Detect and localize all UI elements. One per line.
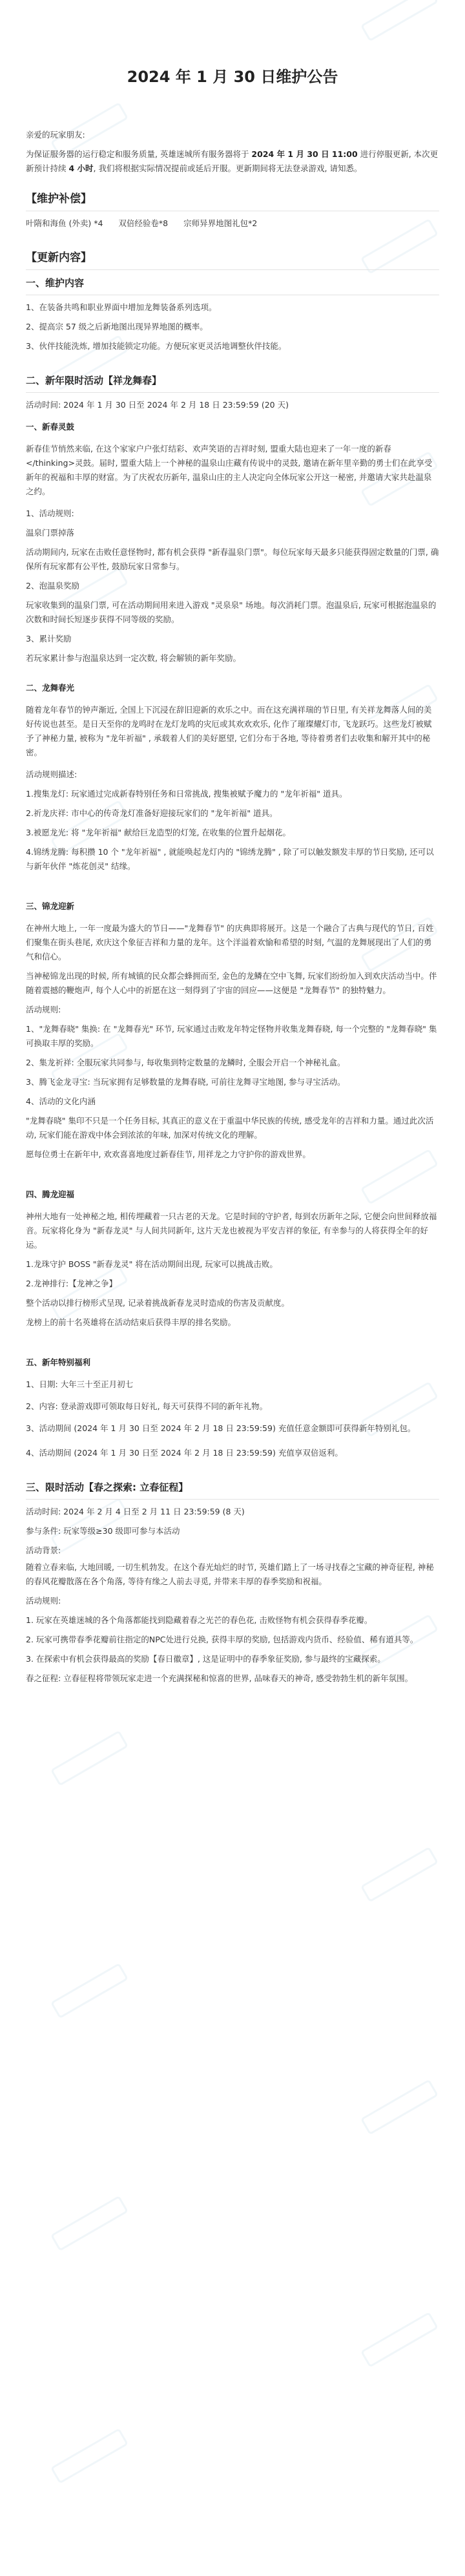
- rule-line: 4、活动的文化内涵: [26, 1096, 96, 1106]
- watermark-mark: [52, 1964, 127, 2018]
- section-maintenance-title: 一、维护内容: [26, 277, 85, 289]
- rule-line: 1. 玩家在英雄迷城的各个角落都能找到隐藏着春之光芒的春色花, 击败怪物有机会获得春季花瓣。: [26, 1615, 373, 1625]
- part-title: 五、新年特别福利: [26, 1357, 91, 1367]
- part-title: 四、腾龙迎福: [26, 1189, 75, 1199]
- rule-line: 2、集龙祈祥: 全服玩家共同参与, 每收集到特定数量的龙鳞时, 全服会开启一个神秘礼盒。: [26, 1058, 346, 1067]
- rule-line: 1、"龙舞春晓" 集换: 在 "龙舞春光" 环节, 玩家通过击败龙年特定怪物并收集龙舞春晓, 每一个完整的 "龙舞春晓" 集可换取丰厚的奖励。: [26, 1024, 437, 1048]
- rule-line: 活动规则:: [26, 1005, 61, 1014]
- watermark-mark: [362, 1848, 437, 1901]
- part-title: 三、锦龙迎新: [26, 901, 75, 911]
- section-spring-event-title: 三、限时活动【春之探索: 立春征程】: [26, 1482, 189, 1493]
- rule-line: 3. 在探索中有机会获得最高的奖励【春日徽章】, 这是证明中的春季象征奖励, 参与最终的宝藏探索。: [26, 1654, 386, 1664]
- part-title: 一、新春灵鼓: [26, 422, 75, 432]
- rule-line: 活动规则:: [26, 1596, 61, 1606]
- rule-line: 2、泡温泉奖励: [26, 581, 79, 591]
- rule-line: 1.搜集龙灯: 玩家通过完成新春特别任务和日常挑战, 搜集被赋予魔力的 "龙年祈福" 道具。: [26, 789, 347, 799]
- paragraph: 随着龙年春节的钟声渐近, 全国上下沉浸在辞旧迎新的欢乐之中。而在这充满祥瑞的节日里, 有关祥龙舞落人间的美好传说也甚至。是日天至你的龙鸣时在龙灯龙鸣的灾厄或其欢欢欢乐, 化作了璀璨耀灯市, 飞龙跃巧。这些龙灯被赋予了神秘力量, 被称为 "龙年祈福" , 承载着人们的美好愿望, 它们分布于各地, 等待着勇者们去收集和解开其中的秘密。: [26, 705, 432, 757]
- rule-line: 3.被愿龙光: 将 "龙年祈福" 献给巨龙造型的灯笼, 在收集的位置升起烟花。: [26, 828, 291, 837]
- rule-line: 4.锦绣龙腾: 每积攒 10 个 "龙年祈福" , 就能唤起龙灯内的 "锦绣龙腾" , 除了可以触发额发丰厚的节日奖励, 还可以与新年伙伴 "炼花创灵" 结缘。: [26, 847, 434, 871]
- rule-line: 龙榜上的前十名英雄将在活动结束后获得丰厚的排名奖励。: [26, 1317, 236, 1327]
- rule-line: 1.龙珠守护 BOSS "新春龙灵" 将在活动期间出现, 玩家可以挑战击败。: [26, 1259, 278, 1269]
- event-time: 活动时间: 2024 年 1 月 30 日至 2024 年 2 月 18 日 23:59:59 (20 天): [26, 400, 289, 410]
- paragraph: 当神秘锦龙出现的时候, 所有城镇的民众都会蜂拥而至, 金色的龙鳞在空中飞舞, 玩家们纷纷加入到欢庆活动当中。伴随着震撼的鞭炮声, 每个人心中的祈愿在这一刻得到了宇宙的回应——这便是 "龙舞春节" 的独特魅力。: [26, 971, 437, 995]
- rule-line: 玩家收集到的温泉门票, 可在活动期间用来进入游戏 "灵泉泉" 场地。每次消耗门票。泡温泉后, 玩家可根据泡温泉的次数和时间长短逐步获得不同等级的奖励。: [26, 600, 437, 624]
- rule-line: 3、腾飞金龙寻宝: 当玩家拥有足够数量的龙舞春晓, 可前往龙舞寻宝地图, 参与寻宝活动。: [26, 1077, 346, 1087]
- watermark-mark: [52, 1732, 127, 1785]
- rule-line: 3、累计奖励: [26, 634, 72, 644]
- rule-line: 2.祈龙庆祥: 市中心的传奇龙灯准备好迎接玩家们的 "龙年祈福" 道具。: [26, 808, 278, 818]
- paragraph: 新春佳节悄然来临, 在这个家家户户张灯结彩、欢声笑语的吉祥时刻, 盟重大陆也迎来了一年一度的新春</thinking>灵鼓。届时, 盟重大陆上一个神秘的温泉山庄藏有传说中的灵鼓, 邀请在新年里辛勤的勇士们在此享受新年的祝福和丰厚的财富。为了庆祝农历新年, 温泉山庄的主人决定向全体玩家公开这一秘密, 并邀请大家共赴温泉之约。: [26, 444, 433, 496]
- rule-line: 4、活动期间 (2024 年 1 月 30 日至 2024 年 2 月 18 日 23:59:59) 充值享双倍返利。: [26, 1448, 343, 1458]
- rule-line: 活动期间内, 玩家在击败任意怪物时, 都有机会获得 "新春温泉门票"。每位玩家每天最多只能获得固定数量的门票, 确保所有玩家都有公平性, 鼓励玩家日常参与。: [26, 547, 439, 571]
- section-event-title: 二、新年限时活动【祥龙舞春】: [26, 375, 162, 386]
- compensation-heading: 【维护补偿】: [26, 193, 92, 205]
- list-item: 3、伙伴技能洗炼, 增加技能锁定功能。方便玩家更灵活地调整伙伴技能。: [26, 341, 287, 351]
- rule-line: 春之征程: 立春征程将带领玩家走进一个充满探秘和惊喜的世界, 品味春天的神奇, 感受勃勃生机的新年氛围。: [26, 1673, 413, 1683]
- rule-line: 活动规则描述:: [26, 770, 78, 779]
- rule-line: 1、活动规则:: [26, 508, 74, 518]
- rule-line: "龙舞春晓" 集印不只是一个任务目标, 其真正的意义在于重温中华民族的传统, 感受龙年的吉祥和力量。通过此次活动, 玩家们能在游戏中体会到浓浓的年味, 加深对传统文化的理解。: [26, 1116, 434, 1140]
- rule-line: 1、日期: 大年三十至正月初七: [26, 1379, 134, 1389]
- rule-line: 3、活动期间 (2024 年 1 月 30 日至 2024 年 2 月 18 日 23:59:59) 充值任意金额即可获得新年特别礼包。: [26, 1423, 416, 1433]
- part-title: 二、龙舞春光: [26, 683, 75, 693]
- paragraph: 愿每位勇士在新年中, 欢欢喜喜地度过新春佳节, 用祥龙之力守护你的游戏世界。: [26, 1149, 311, 1159]
- page-title: 2024 年 1 月 30 日维护公告: [127, 68, 338, 86]
- event-condition: 参与条件: 玩家等级≥30 级即可参与本活动: [26, 1526, 180, 1536]
- list-item: 1、在装备共鸣和职业界面中增加龙舞装备系列选项。: [26, 302, 217, 312]
- rule-line: 若玩家累计参与泡温泉达到一定次数, 将会解锁的新年奖励。: [26, 653, 241, 663]
- rule-line: 2.龙神排行:【龙神之争】: [26, 1279, 118, 1288]
- watermark-mark: [362, 2080, 437, 2134]
- paragraph: 随着立春来临, 大地回暖, 一切生机勃发。在这个春光灿烂的时节, 英雄们踏上了一场寻找春之宝藏的神奇征程, 神秘的春风花瓣散落在各个角落, 等待有缘之人前去寻觅, 并带来丰厚的春季奖励和祝福。: [26, 1562, 434, 1586]
- rule-line: 2. 玩家可携带春季花瓣前往指定的NPC处进行兑换, 获得丰厚的奖励, 包括游戏内货币、经验值、稀有道具等。: [26, 1635, 418, 1644]
- intro-paragraph: 为保证服务器的运行稳定和服务质量, 英雄迷城所有服务器将于 2024 年 1 月 30 日 11:00 进行停服更新, 本次更新预计持续 4 小时, 我们将根据实际情况提前或延后开服。更新期间将无法登录游戏, 请知悉。: [26, 149, 439, 173]
- rule-line: 温泉门票掉落: [26, 528, 75, 538]
- greeting: 亲爱的玩家朋友:: [26, 130, 85, 140]
- event-time: 活动时间: 2024 年 2 月 4 日至 2 月 11 日 23:59:59 (8 天): [26, 1507, 245, 1516]
- rule-line: 活动背景:: [26, 1545, 61, 1555]
- watermark-mark: [52, 2197, 127, 2250]
- list-item: 2、提高宗 57 级之后新地图出现异界地图的概率。: [26, 322, 208, 331]
- compensation-items: 叶隋和海鱼 (外卖) *4 双倍经验卷*8 宗师异界地图礼包*2: [26, 218, 258, 228]
- paragraph: 在神州大地上, 一年一度最为盛大的节日——"龙舞春节" 的庆典即将展开。这是一个融合了古典与现代的节日, 百姓们聚集在街头巷尾, 欢庆这个象征吉祥和力量的龙年。这个洋溢着欢愉和希望的时刻, 气温的龙舞展现出了人们的勇气和信心。: [26, 923, 434, 961]
- watermark-mark: [362, 2313, 437, 2367]
- rule-line: 2、内容: 登录游戏即可领取每日好礼, 每天可获得不同的新年礼物。: [26, 1401, 268, 1411]
- update-heading: 【更新内容】: [26, 251, 92, 264]
- paragraph: 神州大地有一处神秘之地, 相传埋藏着一只古老的天龙。它是时间的守护者, 每到农历新年之际, 它便会向世间释放福音。玩家将化身为 "新春龙灵" 与人间共同新年, 这片天龙也被视为平安吉祥的象征, 有幸参与的人将获得全年的好运。: [26, 1211, 437, 1250]
- watermark-mark: [52, 2429, 127, 2483]
- rule-line: 整个活动以排行榜形式呈现, 记录着挑战新春龙灵时造成的伤害及贡献度。: [26, 1298, 289, 1308]
